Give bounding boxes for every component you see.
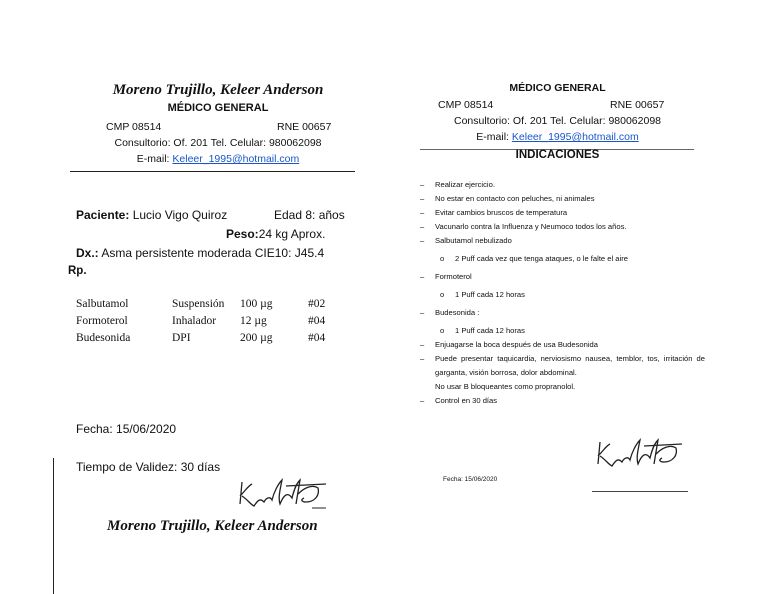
list-item: No usar B bloqueantes como propranolol.	[435, 382, 576, 391]
med-name: Budesonida	[76, 332, 131, 344]
list-item: – Control en 30 días	[420, 394, 705, 408]
rp-label: Rp.	[68, 265, 87, 277]
med-form: Suspensión	[172, 298, 225, 310]
email-line	[70, 153, 366, 165]
weight-label: Peso:	[226, 227, 259, 241]
med-dose: 200 µg	[240, 332, 273, 344]
patient-name: Lucio Vigo Quiroz	[129, 208, 228, 222]
prescription-date: Fecha: 15/06/2020	[76, 422, 177, 436]
table-row	[76, 314, 325, 331]
patient-age: Edad 8: años	[274, 208, 345, 222]
right-signature-image	[592, 436, 692, 476]
med-name: Formoterol	[76, 315, 128, 327]
patient-label: Paciente:	[76, 208, 130, 222]
diagnosis-line	[76, 246, 324, 260]
office-info: Consultorio: Of. 201 Tel. Celular: 980062098	[114, 137, 322, 149]
patient-line	[76, 208, 227, 222]
list-item: – No estar en contacto con peluches, ni animales	[420, 192, 705, 206]
list-subitem: o 2 Puff cada vez que tenga ataques, o le falte el aire	[420, 252, 705, 266]
right-rne-number: RNE 00657	[610, 99, 665, 111]
header-divider	[70, 171, 355, 172]
list-item: – Budesonida :	[420, 306, 705, 320]
margin-line	[53, 458, 54, 594]
right-cmp-number: CMP 08514	[438, 99, 494, 111]
right-email-label: E-mail:	[476, 131, 512, 143]
med-qty: #04	[308, 315, 326, 327]
med-form: Inhalador	[172, 315, 217, 327]
weight-line	[226, 227, 325, 241]
cmp-number: CMP 08514	[106, 121, 162, 133]
right-prescription-date: Fecha: 15/06/2020	[443, 476, 498, 483]
indications-list	[420, 178, 705, 408]
signature-image	[230, 474, 330, 514]
list-item: – Puede presentar taquicardia, nerviosismo nausea, temblor, tos, irritación de garganta, visión borrosa, dolor abdominal.	[420, 352, 705, 380]
footer-doctor-name: Moreno Trujillo, Keleer Anderson	[107, 518, 318, 534]
list-item: – Salbutamol nebulizado	[420, 234, 705, 248]
list-subitem: o 1 Puff cada 12 horas	[420, 288, 705, 302]
medication-table	[76, 297, 325, 348]
right-email-line	[420, 131, 695, 143]
rne-number: RNE 00657	[277, 121, 332, 133]
validity-period: Tiempo de Validez: 30 días	[76, 460, 221, 474]
diagnosis-value: Asma persistente moderada CIE10: J45.4	[98, 246, 325, 260]
med-name: Salbutamol	[76, 298, 129, 310]
right-office-info: Consultorio: Of. 201 Tel. Celular: 980062098	[453, 115, 662, 127]
right-doctor-title: MÉDICO GENERAL	[509, 82, 606, 94]
doctor-name: Moreno Trujillo, Keleer Anderson	[112, 82, 324, 98]
email-label: E-mail:	[136, 153, 173, 165]
right-email-link[interactable]: Keleer_1995@hotmail.com	[511, 131, 639, 143]
weight-value: 24 kg Aprox.	[258, 227, 326, 241]
list-item: – Formoterol	[420, 270, 705, 284]
signature-line	[592, 491, 688, 492]
list-subitem: o 1 Puff cada 12 horas	[420, 324, 705, 338]
med-dose: 12 µg	[240, 315, 267, 327]
list-item: – Vacunarlo contra la Influenza y Neumoco todos los años.	[420, 220, 705, 234]
list-item: – Evitar cambios bruscos de temperatura	[420, 206, 705, 220]
indications-heading: INDICACIONES	[515, 149, 600, 161]
list-item: – Enjuagarse la boca después de usa Budesonida	[420, 338, 705, 352]
med-dose: 100 µg	[240, 298, 273, 310]
list-item: – Realizar ejercicio.	[420, 178, 705, 192]
diagnosis-label: Dx.:	[76, 246, 99, 260]
doctor-title: MÉDICO GENERAL	[167, 102, 269, 114]
email-link[interactable]: Keleer_1995@hotmail.com	[172, 153, 300, 165]
med-form: DPI	[172, 332, 191, 344]
med-qty: #04	[308, 332, 326, 344]
table-row	[76, 331, 325, 348]
med-qty: #02	[308, 298, 326, 310]
table-row	[76, 297, 325, 314]
